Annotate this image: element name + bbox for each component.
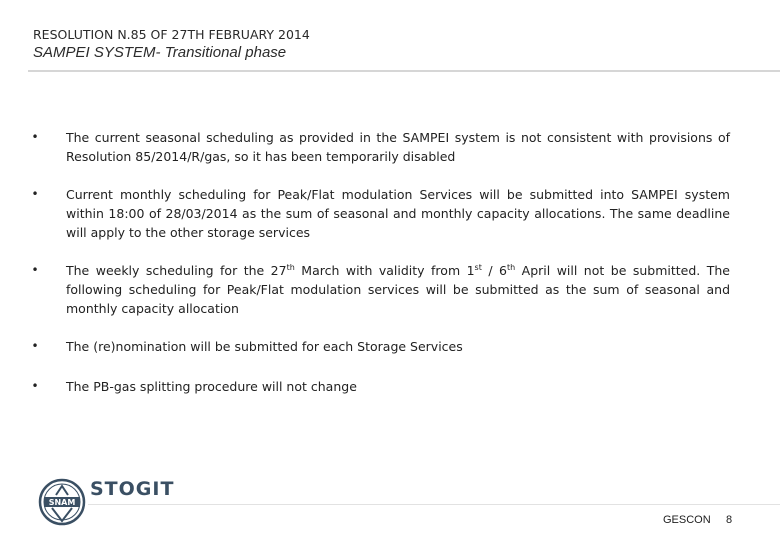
stogit-logo <box>38 478 178 524</box>
bullet-text: Current monthly scheduling for Peak/Flat modulation Services will be submitted into SAMPEI system within 18:00 of 28/03/2014 as the sum of seasonal and monthly capacity allocations. The same deadline will apply to the other storage services <box>66 187 730 240</box>
bullet-item-renomination <box>30 337 730 356</box>
slide-header <box>33 26 310 62</box>
bullet-dot-icon: • <box>31 263 39 277</box>
bullet-dot-icon: • <box>31 130 39 144</box>
bullet-dot-icon: • <box>31 379 39 393</box>
bullet-text: The weekly scheduling for the 27th March with validity from 1st / 6th April will not be submitted. The following scheduling for Peak/Flat modulation services will be submitted as the sum of seasonal and monthly capacity allocation <box>66 262 730 316</box>
snam-emblem-icon <box>38 478 86 526</box>
header-divider <box>28 70 780 72</box>
bullet-text: The current seasonal scheduling as provided in the SAMPEI system is not consistent with provisions of Resolution 85/2014/R/gas, so it has been temporarily disabled <box>66 130 730 164</box>
svg-text:SNAM: SNAM <box>48 498 76 507</box>
bullet-text: The (re)nomination will be submitted for each Storage Services <box>66 339 463 354</box>
footer-divider <box>88 504 780 505</box>
bullet-dot-icon: • <box>31 339 39 353</box>
bullet-text: The PB-gas splitting procedure will not change <box>66 379 357 394</box>
resolution-title: RESOLUTION N.85 OF 27TH FEBRUARY 2014 <box>33 27 310 42</box>
page-number: 8 <box>726 514 733 526</box>
bullet-dot-icon: • <box>31 187 39 201</box>
footer-label: GESCON <box>663 514 711 526</box>
bullet-list <box>30 128 730 417</box>
bullet-item-pb-gas <box>30 377 730 396</box>
bullet-item-monthly <box>30 185 730 242</box>
bullet-item-weekly <box>30 261 730 318</box>
slide-subtitle: SAMPEI SYSTEM- Transitional phase <box>33 44 287 61</box>
bullet-item-seasonal <box>30 128 730 166</box>
logo-wordmark: STOGIT <box>90 478 175 500</box>
